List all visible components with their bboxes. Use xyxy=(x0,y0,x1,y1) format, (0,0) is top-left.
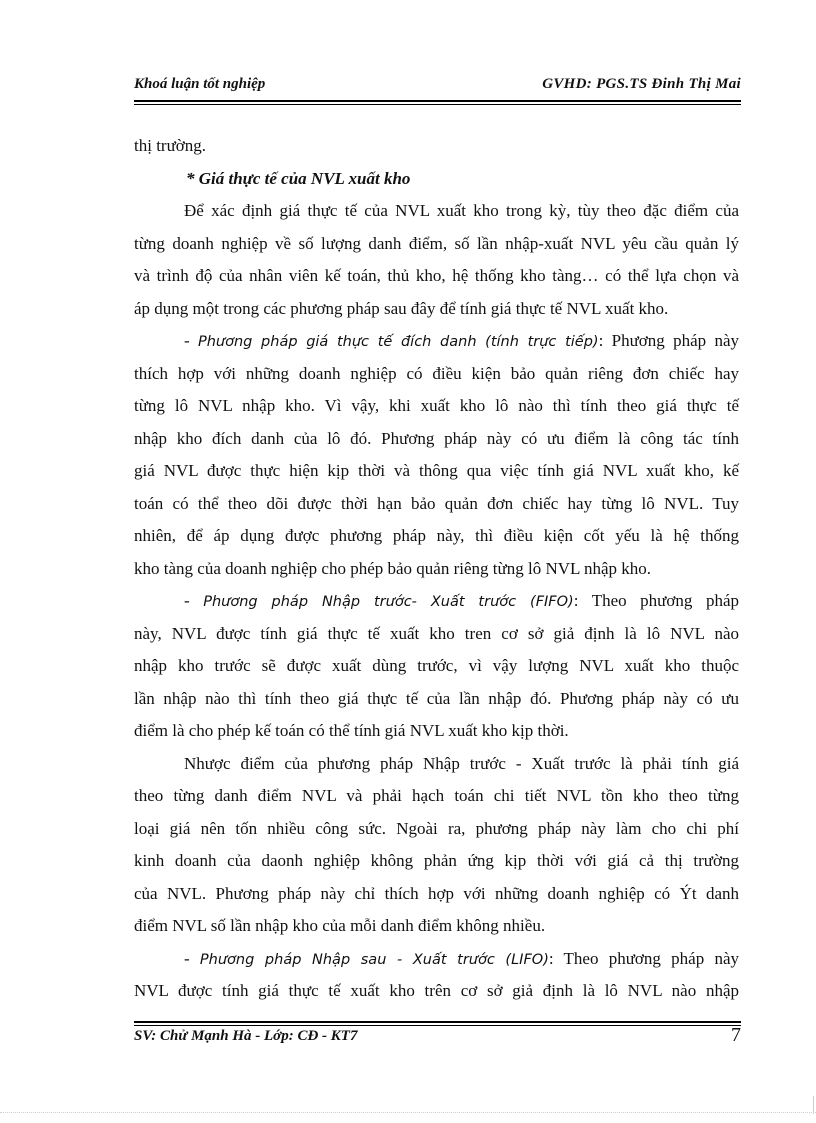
method-lifo-title: Phương pháp Nhập sau - Xuất trước (LIFO) xyxy=(199,951,549,968)
page-header xyxy=(134,74,741,98)
body-line: theo từng danh điểm NVL và phải hạch toán chi tiết NVL tồn kho theo từng xyxy=(134,786,739,805)
body-line: kinh doanh của daonh nghiệp không phản ứng kịp thời với giá cả thị trường xyxy=(134,851,739,870)
body-line: từng doanh nghiệp về số lượng danh điểm, số lần nhập-xuất NVL yêu cầu quản lý xyxy=(134,233,739,253)
page-footer xyxy=(134,1024,741,1052)
body-line: từng lô NVL nhập kho. Vì vậy, khi xuất kho lô nào thì tính theo giá thực tế xyxy=(134,396,739,415)
body-line: thích hợp với những doanh nghiệp có điều kiện bảo quản riêng đơn chiếc hay xyxy=(134,363,739,383)
footer-rule-thin xyxy=(134,1025,741,1026)
body-line: và trình độ của nhân viên kế toán, thủ kho, hệ thống kho tàng… có thể lựa chọn và xyxy=(134,266,739,285)
header-advisor: GVHD: PGS.TS Đinh Thị Mai xyxy=(542,76,741,92)
body-line: của NVL. Phương pháp này chỉ thích hợp với những doanh nghiệp có Ýt danh xyxy=(134,883,739,903)
body-line: Để xác định giá thực tế của NVL xuất kho trong kỳ, tùy theo đặc điểm của xyxy=(184,201,739,220)
document-body xyxy=(134,130,739,1008)
footer-student-info: SV: Chử Mạnh Hà - Lớp: CĐ - KT7 xyxy=(134,1028,358,1044)
body-line: toán có thể theo dõi được thời hạn bảo quản đơn chiếc hay từng lô NVL. Tuy xyxy=(134,493,739,513)
footer-rule-thick xyxy=(134,1021,741,1023)
page-corner-guide xyxy=(813,1096,814,1114)
body-line: nhập kho đích danh của lô đó. Phương pháp này có ưu điểm là công tác tính xyxy=(134,428,739,448)
section-heading: * Giá thực tế của NVL xuất kho xyxy=(186,168,411,188)
page-number: 7 xyxy=(731,1024,741,1046)
body-line: này, NVL được tính giá thực tế xuất kho tren cơ sở giả định là lô NVL nào xyxy=(134,623,739,643)
body-line: Nhược điểm của phương pháp Nhập trước - Xuất trước là phải tính giá xyxy=(184,753,739,773)
page-bottom-guide xyxy=(0,1112,816,1114)
body-line: nhiên, để áp dụng được phương pháp này, thì điều kiện cốt yếu là hệ thống xyxy=(134,526,739,545)
method-lifo-line: - Phương pháp Nhập sau - Xuất trước (LIFO): Theo phương pháp này xyxy=(184,948,740,968)
body-line: điểm NVL số lần nhập kho của mỗi danh điểm không nhiều. xyxy=(134,916,546,935)
method-fifo-line: - Phương pháp Nhập trước- Xuất trước (FIFO): Theo phương pháp xyxy=(184,591,739,610)
body-line: lần nhập nào thì tính theo giá thực tế của lần nhập đó. Phương pháp này có ưu xyxy=(134,688,739,708)
body-line: loại giá nên tốn nhiều công sức. Ngoài ra, phương pháp này làm cho chi phí xyxy=(134,818,739,838)
body-line: thị trường. xyxy=(134,136,207,155)
header-rule-thin xyxy=(134,104,741,105)
method-fifo-title: Phương pháp Nhập trước- Xuất trước (FIFO) xyxy=(203,594,574,610)
header-thesis-title: Khoá luận tốt nghiệp xyxy=(134,76,266,92)
body-line: kho tàng của doanh nghiệp cho phép bảo quản riêng từng lô NVL nhập kho. xyxy=(134,558,652,578)
body-line: giá NVL được thực hiện kịp thời và thông qua việc tính giá NVL xuất kho, kế xyxy=(134,461,739,480)
body-line: điểm là cho phép kế toán có thể tính giá NVL xuất kho kịp thời. xyxy=(134,721,569,740)
body-line: nhập kho trước sẽ được xuất dùng trước, vì vậy lượng NVL xuất kho thuộc xyxy=(134,656,739,675)
method-specific-identification-line: - Phương pháp giá thực tế đích danh (tính trực tiếp): Phương pháp này xyxy=(184,331,739,350)
method-specific-identification-title: Phương pháp giá thực tế đích danh (tính trực tiếp) xyxy=(197,334,599,350)
body-line: NVL được tính giá thực tế xuất kho trên cơ sở giả định là lô NVL nào nhập xyxy=(134,981,739,1000)
body-line: áp dụng một trong các phương pháp sau đây để tính giá thực tế NVL xuất kho. xyxy=(134,298,669,318)
header-rule-thick xyxy=(134,100,741,102)
